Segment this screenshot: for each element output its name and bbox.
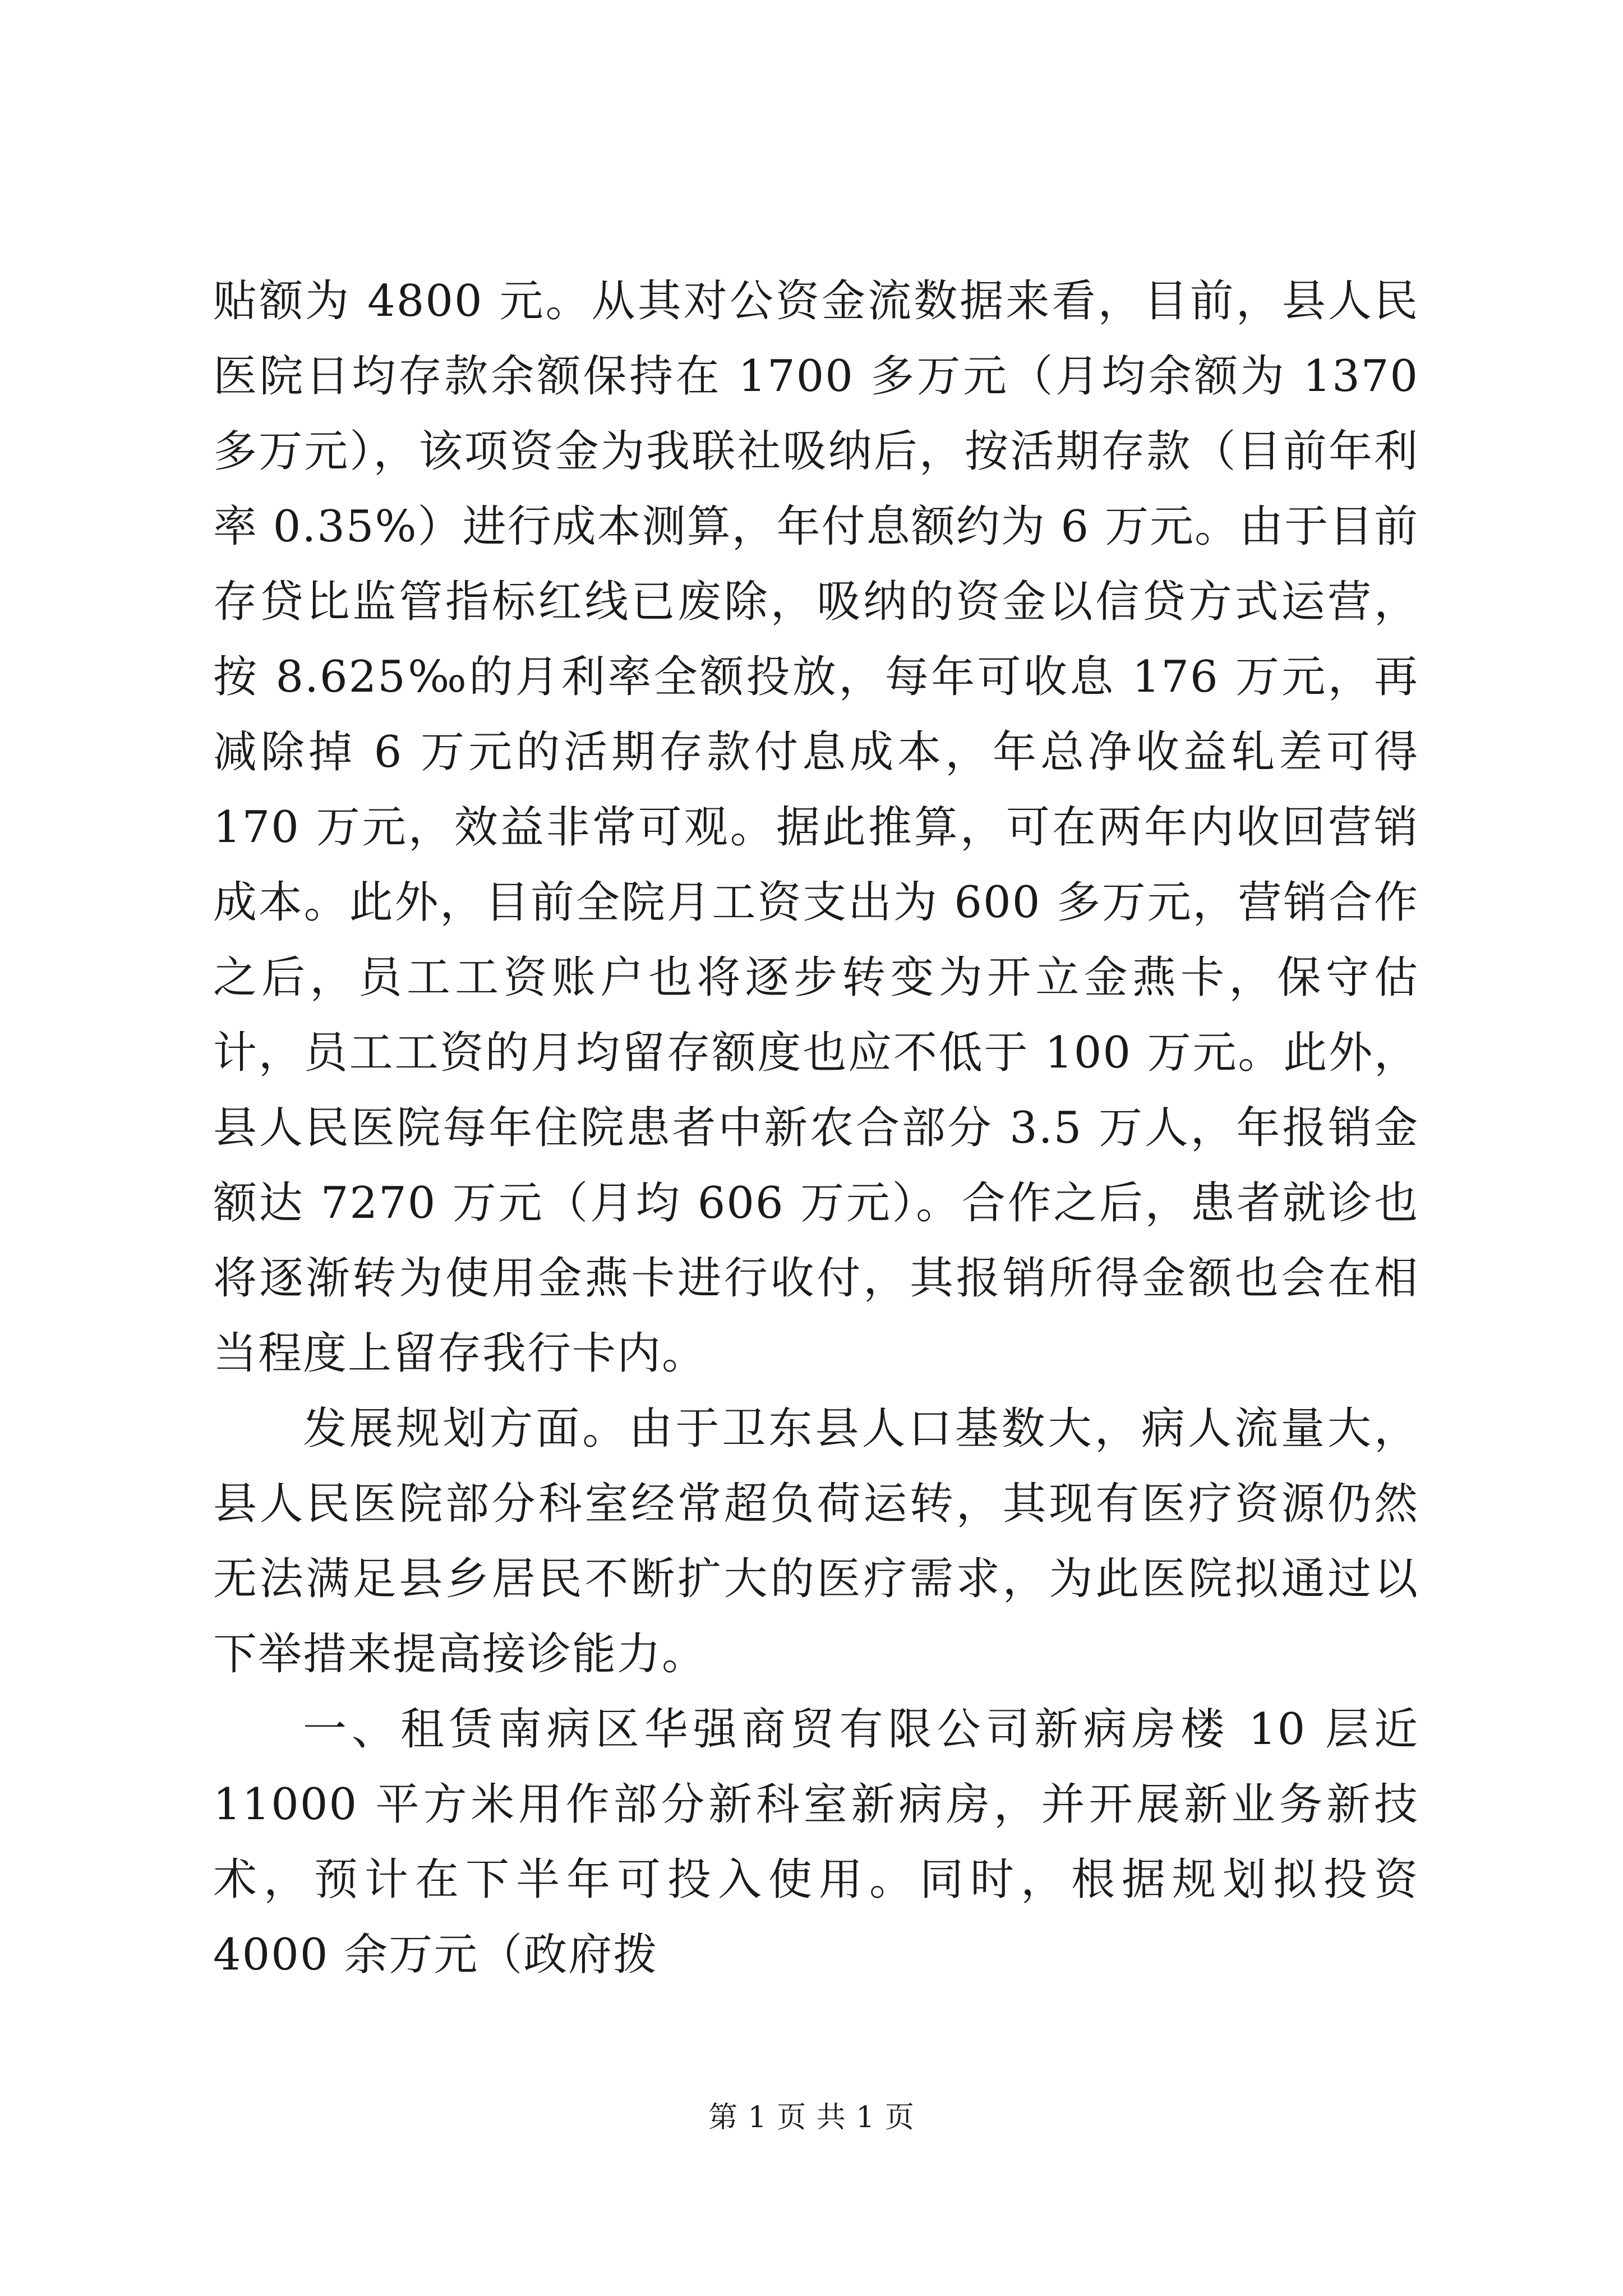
- paragraph-development-plan: 发展规划方面。由于卫东县人口基数大，病人流量大，县人民医院部分科室经常超负荷运转，其现有医疗资源仍然无法满足县乡居民不断扩大的医疗需求，为此医院拟通过以下举措来提高接诊能力。: [213, 1404, 1419, 1680]
- document-body: [213, 264, 1419, 1993]
- page-footer: 第 1 页 共 1 页: [708, 2101, 915, 2134]
- paragraph-continuation: 贴额为 4800 元。从其对公资金流数据来看，目前，县人民医院日均存款余额保持在 1700 多万元（月均余额为 1370 多万元），该项资金为我联社吸纳后，按活期存款（目前年利率 0.35%）进行成本测算，年付息额约为 6 万元。由于目前存贷比监管指标红线已废除，吸纳的资金以信贷方式运营，按 8.625‰的月利率全额投放，每年可收息 176 万元，再减除掉 6 万元的活期存款付息成本，年总净收益轧差可得 170 万元，效益非常可观。据此推算，可在两年内收回营销成本。此外，目前全院月工资支出为 600 多万元，营销合作之后，员工工资账户也将逐步转变为开立金燕卡，保守估计，员工工资的月均留存额度也应不低于 100 万元。此外，县人民医院每年住院患者中新农合部分 3.5 万人，年报销金额达 7270 万元（月均 606 万元）。合作之后，患者就诊也将逐渐转为使用金燕卡进行收付，其报销所得金额也会在相当程度上留存我行卡内。: [213, 276, 1419, 1379]
- paragraph-item-one: 一、租赁南病区华强商贸有限公司新病房楼 10 层近 11000 平方米用作部分新科室新病房，并开展新业务新技术，预计在下半年可投入使用。同时，根据规划拟投资 4000 余万元（政府拨: [213, 1704, 1419, 1980]
